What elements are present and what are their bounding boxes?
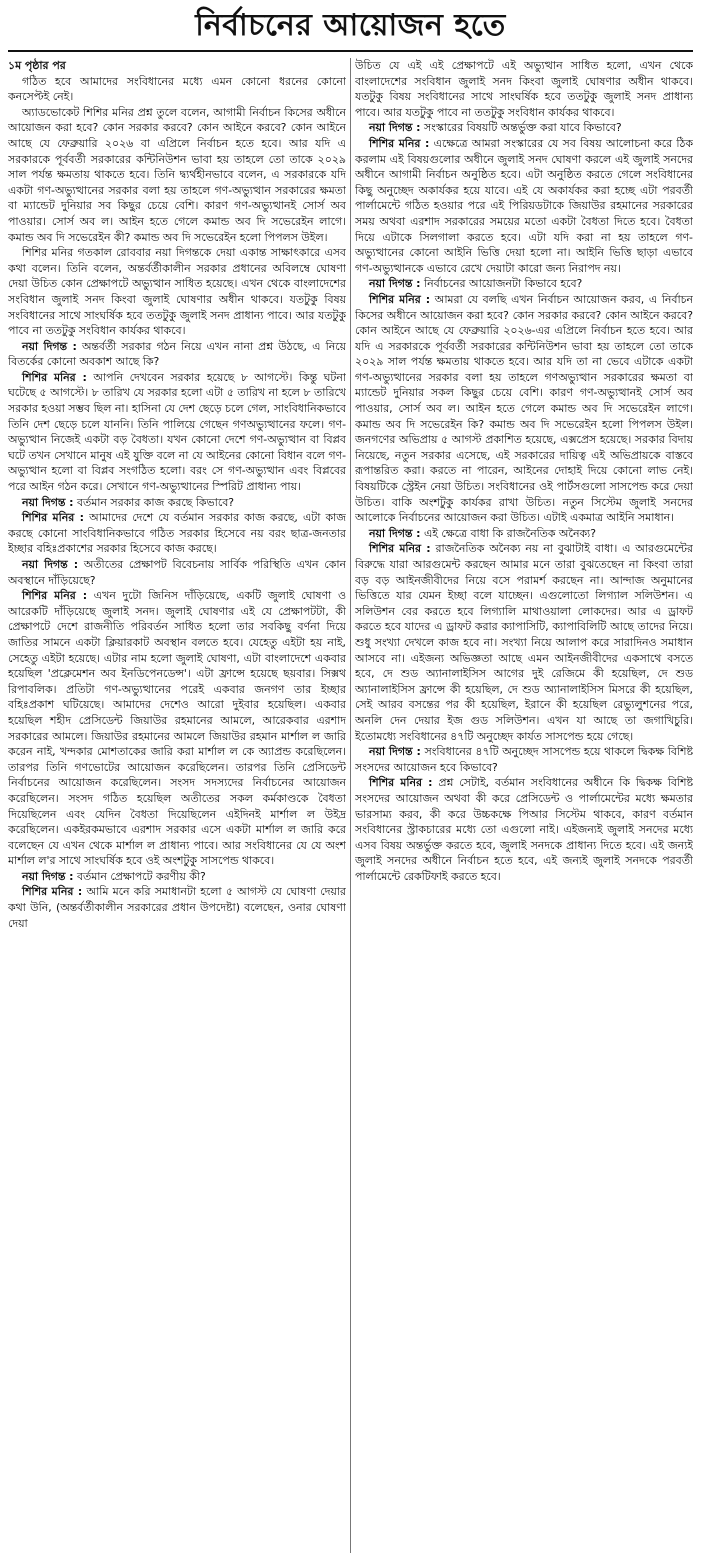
interviewer-label: নয়া দিগন্ত : [369,121,421,135]
speaker-label: শিশির মনির : [369,292,431,306]
speaker-label: শিশির মনির : [369,136,430,150]
question-text: অতীতের প্রেক্ষাপট বিবেচনায় সার্বিক পরিস্থিতি এখন কোন অবস্থানে দাঁড়িয়েছে? [8,558,346,587]
interviewer-question [8,495,346,511]
interviewee-answer [8,510,346,557]
answer-text: প্রশ্ন সেটাই, বর্তমান সংবিধানের অধীনে কি দ্বিকক্ষ বিশিষ্ট সংসদের আয়োজন অথবা কী করে প্রেসিডেন্ট ও পার্লামেন্টের মধ্যে ক্ষমতার ভারসাম্য করব, কী করে উচ্চকক্ষে পিআর সিস্টেম থাকবে, কারণ বর্তমান সংবিধানের স্ট্রাকচারের মধ্যে তো এগুলো নাই। এইজন্যই জুলাই সনদের মধ্যে এসব বিষয় অন্তর্ভুক্ত করতে হবে, জুলাই সনদকে প্রাধান্য দিতে হবে। এই জন্যই জুলাই সনদের অধীনে নির্বাচন হতে হবে, এই জন্যই জুলাই সনদকে পরবর্তী পার্লামেন্টে রেকটিফাই করতে হবে। [355,776,693,883]
interviewer-question [355,120,693,136]
question-text: সংবিধানের ৪৭টি অনুচ্ছেদ সাসপেন্ড হয়ে থাকলে দ্বিকক্ষ বিশিষ্ট সংসদের আয়োজন হবে কিভাবে? [355,745,693,774]
article-columns [8,58,693,1553]
answer-text: এক্ষেত্রে আমরা সংস্কারের যে সব বিষয় আলোচনা করে ঠিক করলাম এই বিষয়গুলোর অধীনে জুলাই সনদ ঘোষণা করলে এই জুলাই সনদের অধীনে আগামী নির্বাচন অনুষ্ঠিত হবে। এটা অনুষ্ঠিত করতে গেলে সংবিধানের কিছু অনুচ্ছেদ অকার্যকর হয়ে যাবে। এই যে অকার্যকর করা হচ্ছে এটা পরবর্তী পার্লামেন্টে গঠিত হওয়ার পরে এই পিরিয়ডটাকে জিয়াউর রহমানের সরকারের সময় অথবা এরশাদ সরকারের সময়ের মতো একটা বৈধতা দিতে হবে। বৈধতা দিয়ে এটাকে সিলগালা করতে হবে। এটা যদি করা না হয় তাহলে গণ-অভ্যুত্থানের কোনো আইনি ভিত্তি দেয়া হলো না। আইনি ভিত্তি ছাড়া এভাবে গণ-অভ্যুত্থানকে এভাবে রেখে দেয়াটা কারো জন্য নিরাপদ নয়। [355,136,693,275]
body-paragraph: অ্যাডভোকেট শিশির মনির প্রশ্ন তুলে বলেন, আগামী নির্বাচন কিসের অধীনে আয়োজন করা হবে? কোন সরকার করবে? কোন আইনে করবে? কোন আইনে আছে যে ফেব্রুয়ারি ২০২৬ বা এপ্রিলে নির্বাচন হতে হবে। আর যদি এ সরকারকে পূর্ববর্তী সরকারের কন্টিনিউশন ভাবা হয় তাহলে তো তাকে ২০২৯ সাল পর্যন্ত ক্ষমতায় থাকতে হবে। তিনি দ্ব্যর্থহীনভাবে বলেন, এ সরকারকে যদি একটা গণ-অভ্যুত্থানের সরকার বলা হয় তাহলে গণ-অভ্যুত্থান সরকারের ক্ষমতা বা ম্যান্ডেট দুনিয়ার সব কিছুর চেয়ে বেশি। কারণ গণ-অভ্যুত্থানই সোর্স অব পাওয়ার। সোর্স অব ল। আইন হতে গেলে কমান্ড অব দি সভেরেইন লাগে। কমান্ড অব দি সভেরেইন কী? কমান্ড অব দি সভেরেইন হলো পিপলস উইল। [8,105,346,244]
column-right [355,58,693,1553]
body-paragraph: উচিত যে এই এই প্রেক্ষাপটে এই অভ্যুত্থান সাধিত হলো, এখন থেকে বাংলাদেশের সংবিধান জুলাই সনদ কিংবা জুলাই ঘোষণার অধীন থাকবে। যতটুকু বিষয় সংবিধানের সাথে সাংঘর্ষিক হবে ততটুকু জুলাই সনদ প্রাধান্য পাবে। আর যতটুকু পাবে না ততটুকু সংবিধান কার্যকর থাকবে। [355,59,693,119]
interviewee-answer [8,884,346,931]
headline-rule [8,50,693,52]
interviewee-answer [8,370,346,495]
continued-from-label: ১ম পৃষ্ঠার পর [8,59,66,72]
speaker-label: শিশির মনির : [22,589,88,603]
speaker-label: শিশির মনির : [22,885,83,899]
interviewer-label: নয়া দিগন্ত : [22,869,74,883]
interviewer-label: নয়া দিগন্ত : [369,745,421,759]
interviewer-label: নয়া দিগন্ত : [369,277,421,291]
interviewer-question [8,557,346,588]
answer-text: আপনি দেখবেন সরকার হয়েছে ৮ আগস্টে। কিন্তু ঘটনা ঘটেছে ৫ আগস্টে। ৮ তারিখ যে সরকার হলো এটা ৫ তারিখ না হলে ৮ তারিখে সরকার হওয়া সম্ভব ছিল না। হাসিনা যে দেশ ছেড়ে চলে গেল, সাংবিধানিকভাবে তিনি দেশ ছেড়ে চলে যাননি। তিনি পালিয়ে গেছেন গণঅভ্যুত্থানের ফলে। গণ-অভ্যুত্থান নিজেই একটা বড় বৈধতা। যখন কোনো দেশে গণ-অভ্যুত্থান বা বিপ্লব ঘটে তখন সেখানে মানুষ এই যুক্তি বলে না যে আইনের কোনো বিধান বলে গণ-অভ্যুত্থান হলো বা বিপ্লব সংগঠিত হলো। বরং সে গণ-অভ্যুত্থান এবং বিপ্লবের পরে আইন গঠন করে। সেখানে গণ-অভ্যুত্থানের স্পিরিট প্রাধান্য পায়। [8,370,346,494]
column-left [8,58,346,1553]
question-text: বর্তমান প্রেক্ষাপটে করণীয় কী? [76,869,206,883]
interviewer-question [8,869,346,885]
column-divider [350,58,351,1553]
interviewee-answer [355,136,693,276]
question-text: এই ক্ষেত্রে বাধা কি রাজনৈতিক অনৈক্য? [423,526,597,540]
body-paragraph: গঠিত হবে আমাদের সংবিধানের মধ্যে এমন কোনো ধরনের কোনো কনসেপ্টই নেই। [8,74,346,104]
interviewer-question [8,339,346,370]
interviewer-question [355,276,693,292]
speaker-label: শিশির মনির : [369,776,433,790]
interviewee-answer [355,292,693,526]
interviewee-answer [355,541,693,744]
answer-text: আমি মনে করি সমাধানটা হলো ৫ আগস্ট যে ঘোষণা দেয়ার কথা উনি, (অন্তর্বর্তীকালীন সরকারের প্রধান উপদেষ্টা) বলেছেন, ওনার ঘোষণা দেয়া [8,885,346,930]
speaker-label: শিশির মনির : [22,511,84,525]
interviewer-label: নয়া দিগন্ত : [22,495,74,509]
speaker-label: শিশির মনির : [369,542,431,556]
interviewee-answer [8,588,346,869]
interviewer-label: নয়া দিগন্ত : [22,558,79,571]
answer-text: আমাদের দেশে যে বর্তমান সরকার কাজ করছে, এটা কাজ করছে কোনো সাংবিধানিকভাবে গঠিত সরকার হিসেবে নয় বরং ছাত্র-জনতার ইচ্ছার বহিঃপ্রকাশের সরকার হিসেবে কাজ করছে। [8,511,346,556]
interviewee-answer [355,775,693,884]
interviewer-label: নয়া দিগন্ত : [22,339,77,353]
body-paragraph: শিশির মনির গতকাল রোববার নয়া দিগন্তকে দেয়া একান্ত সাক্ষাৎকারে এসব কথা বলেন। তিনি বলেন, অন্তর্বর্তীকালীন সরকার প্রধানের অবিলম্বে ঘোষণা দেয়া উচিত কোন প্রেক্ষাপটে অভ্যুত্থান সাধিত হয়েছে। এখন থেকে বাংলাদেশের সংবিধান জুলাই সনদ কিংবা জুলাই ঘোষণার অধীন থাকবে। যতটুকু বিষয় সংবিধানের সাথে সাংঘর্ষিক হবে ততটুকু জুলাই সনদ প্রাধান্য পাবে। আর যতটুকু পাবে না ততটুকু সংবিধান কার্যকর থাকবে। [8,246,346,338]
question-text: বর্তমান সরকার কাজ করছে কিভাবে? [76,495,235,509]
answer-text: এখন দুটো জিনিস দাঁড়িয়েছে, একটি জুলাই ঘোষণা ও আরেকটি দাঁড়িয়েছে জুলাই সনদ। জুলাই ঘোষণার এই যে প্রেক্ষাপটটা, কী প্রেক্ষাপটে দেশে রাজনীতি পরিবর্তন সাধিত হলো তার সবকিছু বর্ণনা দিয়ে জাতির সামনে একটা ক্লিয়ারকাট অবস্থান বলতে হবে। যেহেতু এইটা হয় নাই, সেহেতু এইটা হয়েছে। এটার নাম হলো জুলাই ঘোষণা, এটা বাংলাদেশে একবার হয়েছিল 'প্রক্লেমেশন অব ইনডিপেনডেন্স'। এটা ফ্রান্সে হয়েছে ছয়বার। সিক্সথ রিপাবলিক। প্রতিটা গণ-অভ্যুত্থানের পরেই একবার জনগণ তার ইচ্ছার বহিঃপ্রকাশ ঘটিয়েছে। আমাদের দেশেও আরো দুইবার হয়েছিল। একবার হয়েছিল শহীদ প্রেসিডেন্ট জিয়াউর রহমানের আমলে, আরেকবার এরশাদ সরকারের আমলে। জিয়াউর রহমানের আমলে জিয়াউর রহমান মার্শাল ল জারি করেন নাই, খন্দকার মোশতাকের জারি করা মার্শাল ল কে অ্যাপ্রন্ড করেছিলেন। তারপর তিনি গণভোটের আয়োজন করেছিলেন। তারপর তিনি প্রেসিডেন্ট নির্বাচনের আয়োজন করেছিলেন। সংসদ সদস্যদের নির্বাচনের আয়োজন করেছিলেন। সংসদ গঠিত হয়েছিল অতীতের সকল কর্মকাণ্ডকে বৈধতা দিয়েছিলেন এবং যেদিন বৈধতা দিয়েছিলেন এইদিনই মার্শাল ল উইদ্র করেছিলেন। একইরকমভাবে এরশাদ সরকার এসে একটা মার্শাল ল জারি করে বলেছেন যে এখন থেকে মার্শাল ল প্রাধান্য পাবে। আর সংবিধানের যে যে অংশ মার্শাল ল'র সাথে সাংঘর্ষিক হবে ওই অংশটুকু সাসপেন্ড থাকবে। [8,589,346,868]
question-text: নির্বাচনের আয়োজনটা কিভাবে হবে? [423,277,583,291]
question-text: সংস্কারের বিষয়টি অন্তর্ভুক্ত করা যাবে কিভাবে? [423,121,622,135]
speaker-label: শিশির মনির : [22,370,87,384]
interviewer-question [355,526,693,542]
answer-text: আমরা যে বলছি এখন নির্বাচন আয়োজন করব, এ নির্বাচন কিসের অধীনে আয়োজন করা হবে? কোন সরকার করবে? কোন আইনে করবে? কোন আইনে আছে যে ফেব্রুয়ারি ২০২৬-এর এপ্রিলে নির্বাচন হতে হবে। আর যদি এ সরকারকে পূর্ববর্তী সরকারের কন্টিনিউশন ভাবা হয় তাহলে তো তাকে ২০২৯ সাল পর্যন্ত ক্ষমতায় থাকতে হবে। আর যদি তা না ভেবে এটাকে একটা গণ-অভ্যুত্থানের সরকার বলা হয় তাহলে গণঅভ্যুত্থান সরকারের ক্ষমতা বা ম্যান্ডেট দুনিয়ার সকল কিছুর চেয়ে বেশি। কারণ গণ-অভ্যুত্থানই সোর্স অব পাওয়ার, সোর্স অব ল। আইন হতে গেলে কমান্ড অব দি সভেরেইন লাগে। কমান্ড অব দি সভেরেইন কি? কমান্ড অব দি সভেরেইন হলো পিপলস উইল। জনগণের অভিপ্রায় ৫ আগস্ট প্রকাশিত হয়েছে, এক্সপ্রেস হয়েছে। সরকার বিদায় নিয়েছে, নতুন সরকার এসেছে, এই সরকারের দায়িত্ব এই অভিপ্রায়কে বাস্তবে রূপান্তরিত করা। করতে না পারেন, আইনের দোহাই দিয়ে কোনো লাভ নেই। বিষয়টিকে স্ট্রেইন নেয়া উচিত। সংবিধানের ওই পার্টসগুলো সাসপেন্ড করে দেয়া উচিত। বাকি অংশটুকু কার্যকর রাখা উচিত। নতুন সিস্টেম জুলাই সনদের আলোকে নির্বাচনের আয়োজন করা উচিত। এটাই একমাত্র আইনি সমাধান। [355,292,693,525]
headline: নির্বাচনের আয়োজন হতে [195,8,506,43]
interviewer-question [355,744,693,775]
answer-text: রাজনৈতিক অনৈক্য নয় না বুঝাটাই বাধা। এ আরগুমেন্টের বিরুদ্ধে যারা আরগুমেন্ট করছেন আমার মনে তারা বুঝতেছেন না কিংবা তারা বড় বড় আইনজীবীদের নিয়ে বসে পরামর্শ করছেন না। আন্দাজ অনুমানের ভিত্তিতে যার যেমন ইচ্ছা বলে যাচ্ছেন। এগুলোতো লিগ্যাল সলিউশন। এ সলিউশন বের করতে হবে লিগ্যালি মাথাওয়ালা লোকদের। আর এ ড্রাফট করতে হবে যাদের এ ড্রাফট করার ক্যাপাসিটি, ক্যাপাবিলিটি আছে তাদের নিয়ে। শুধু সংখ্যা দেখলে কাজ হবে না। সংখ্যা নিয়ে আলাপ করে সারাদিনও সমাধান আসবে না। এইজন্য অভিজ্ঞতা আছে এমন আইনজীবীদের একসাথে বসতে হবে, দে শুড অ্যানালাইসিস আগের দুই রেজিমে কী হয়েছিল, দে শুড অ্যানালাইসিস ফ্রান্সে কী হয়েছিল, দে শুড অ্যানালাইসিস মিসরে কী হয়েছিল, সেই আরব বসন্তের পর কী হয়েছিল, ইরানে কী হয়েছিল রেভ্যুলুশনের পরে, অনলি দেন দেয়ার ইজ গুড সলিউশন। এখন যা আছে তা জগাখিচুরি। ইতোমধ্যে সংবিধানের ৪৭টি অনুচ্ছেদ কার্যত সাসপেন্ড হয়ে গেছে। [355,542,693,743]
interviewer-label: নয়া দিগন্ত : [369,526,421,540]
question-text: অন্তর্বর্তী সরকার গঠন নিয়ে এখন নানা প্রশ্ন উঠছে, এ নিয়ে বিতর্কের কোনো অবকাশ আছে কি? [8,339,346,369]
